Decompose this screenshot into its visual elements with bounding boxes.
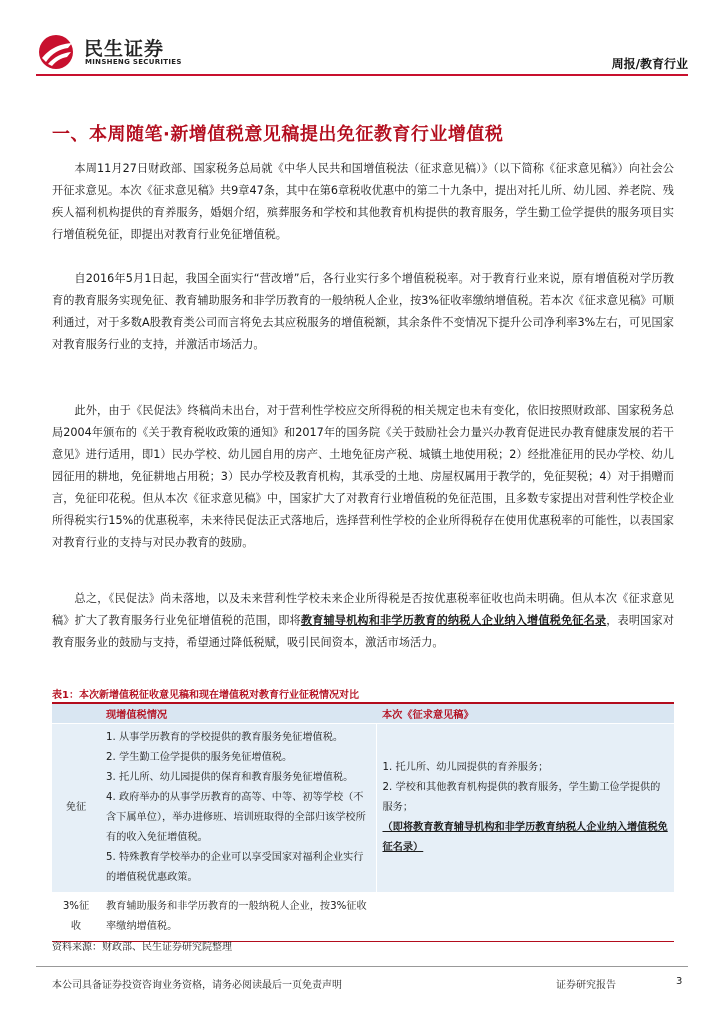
table-header-current: 现增值税情况	[100, 703, 376, 724]
paragraph-3-text: 此外，由于《民促法》终稿尚未出台，对于营利性学校应交所得税的相关规定也未有变化，依旧按照财政部、国家税务总局2004年颁布的《关于教育税收政策的通知》和2017年的国务院《关于鼓励社会力量兴办教育促进民办教育健康发展的若干意见》进行适用，即1）民办学校、幼儿园自用的房产、土地免征房产税、城镇土地使用税；2）经批准征用的民办学校、幼儿园征用的耕地，免征耕地占用税；3）民办学校及教育机构，其承受的土地、房屋权属用于教学的，免征契税；4）对于捐赠而言，免征印花税。但从本次《征求意见稿》中，国家扩大了对教育行业增值税的免征范围，且多数专家提出对营利性学校企业所得税实行15%的优惠税率，未来待民促法正式落地后，选择营利性学校的企业所得税存在使用优惠税率的可能性，以表国家对教育行业的支持与对民办教育的鼓励。	[52, 404, 674, 549]
new-exempt-cell	[376, 724, 674, 893]
current-exempt-item: 5. 特殊教育学校举办的企业可以享受国家对福利企业实行的增值税优惠政策。	[106, 852, 364, 883]
footer-report-label: 证券研究报告	[556, 980, 616, 991]
paragraph-4	[52, 588, 674, 654]
table-header-new: 本次《征求意见稿》	[376, 703, 674, 724]
table-caption: 表1：本次新增值税征收意见稿和现在增值税对教育行业征税情况对比	[52, 690, 359, 701]
paragraph-1-text: 本周11月27日财政部、国家税务总局就《中华人民共和国增值税法（征求意见稿）》（以下简称《征求意见稿》）向社会公开征求意见。本次《征求意见稿》共9章47条，其中在第6章税收优惠中的第二十九条中，提出对托儿所、幼儿园、养老院、残疾人福利机构提供的育养服务，婚姻介绍，殡葬服务和学校和其他教育机构提供的教育服务，学生勤工俭学提供的服务项目实行增值税免征，即提出对教育行业免征增值税。	[52, 162, 674, 241]
paragraph-2-text: 自2016年5月1日起，我国全面实行“营改增”后，各行业实行多个增值税税率。对于教育行业来说，原有增值税对学历教育的教育服务实现免征、教育辅助服务和非学历教育的一般纳税人企业，按3%征收率缴纳增值税。若本次《征求意见稿》可顺利通过，对于多数A股教育类公司而言将免去其应税服务的增值税额，其余条件不变情况下提升公司净利率3%左右，可见国家对教育服务行业的支持，并激活市场活力。	[52, 272, 674, 351]
current-exempt-item: 2. 学生勤工俭学提供的服务免征增值税。	[106, 752, 293, 763]
row-label-exempt: 免征	[52, 724, 100, 893]
footer-disclaimer: 本公司具备证券投资咨询业务资格，请务必阅读最后一页免责声明	[52, 980, 342, 991]
paragraph-4-part-a: 总之，《民促法》尚未落地，以及未来营利性学校未来企业所得税是否按优惠税率征收也尚未明确。但从本次《征求意见稿》扩大了教育服务行业免征增值税的范围，即将	[52, 592, 674, 627]
current-exempt-item: 3. 托儿所、幼儿园提供的保育和教育服务免征增值税。	[106, 772, 354, 783]
report-type: 周报/教育行业	[611, 57, 688, 71]
table-header-row	[52, 703, 674, 724]
table-row	[52, 724, 674, 893]
paragraph-2	[52, 268, 674, 356]
minsheng-logo-icon	[36, 34, 76, 70]
paragraph-4-part-b: ，表明国家对教育服务业的鼓励与支持，希望通过降低税赋，吸引民间资本，激活市场活力。	[52, 614, 674, 649]
section-title: 一、本周随笔·新增值税意见稿提出免征教育行业增值税	[52, 124, 504, 145]
data-source: 资料来源：财政部、民生证券研究院整理	[52, 942, 232, 953]
paragraph-4-text	[52, 588, 674, 654]
current-3pct-cell: 教育辅助服务和非学历教育的一般纳税人企业，按3%征收率缴纳增值税。	[100, 893, 376, 942]
new-3pct-cell	[376, 893, 674, 942]
row-label-3pct: 3%征收	[52, 893, 100, 942]
new-exempt-highlight: （即将教育教育辅导机构和非学历教育纳税人企业纳入增值税免征名录）	[382, 822, 668, 853]
table-row	[52, 893, 674, 942]
paragraph-1	[52, 158, 674, 246]
paragraph-3	[52, 400, 674, 554]
new-exempt-item: 2. 学校和其他教育机构提供的教育服务，学生勤工俭学提供的服务；	[382, 782, 661, 813]
current-exempt-item: 4. 政府举办的从事学历教育的高等、中等、初等学校（不含下属单位），举办进修班、培训班取得的全部归该学校所有的收入免征增值税。	[106, 792, 366, 843]
current-exempt-cell	[100, 724, 376, 893]
logo-english-name: MINSHENG SECURITIES	[85, 58, 182, 66]
logo-chinese-name: 民生证券	[84, 38, 165, 60]
page-header	[36, 32, 688, 74]
page-number: 3	[676, 976, 683, 987]
new-exempt-item: 1. 托儿所、幼儿园提供的育养服务；	[382, 762, 549, 773]
header-divider	[36, 74, 688, 76]
paragraph-4-highlight: 教育辅导机构和非学历教育的纳税人企业纳入增值税免征名录	[300, 614, 607, 627]
footer-divider	[36, 966, 688, 967]
table-header-blank	[52, 703, 100, 724]
comparison-table	[52, 702, 674, 942]
current-exempt-item: 1. 从事学历教育的学校提供的教育服务免征增值税。	[106, 732, 344, 743]
